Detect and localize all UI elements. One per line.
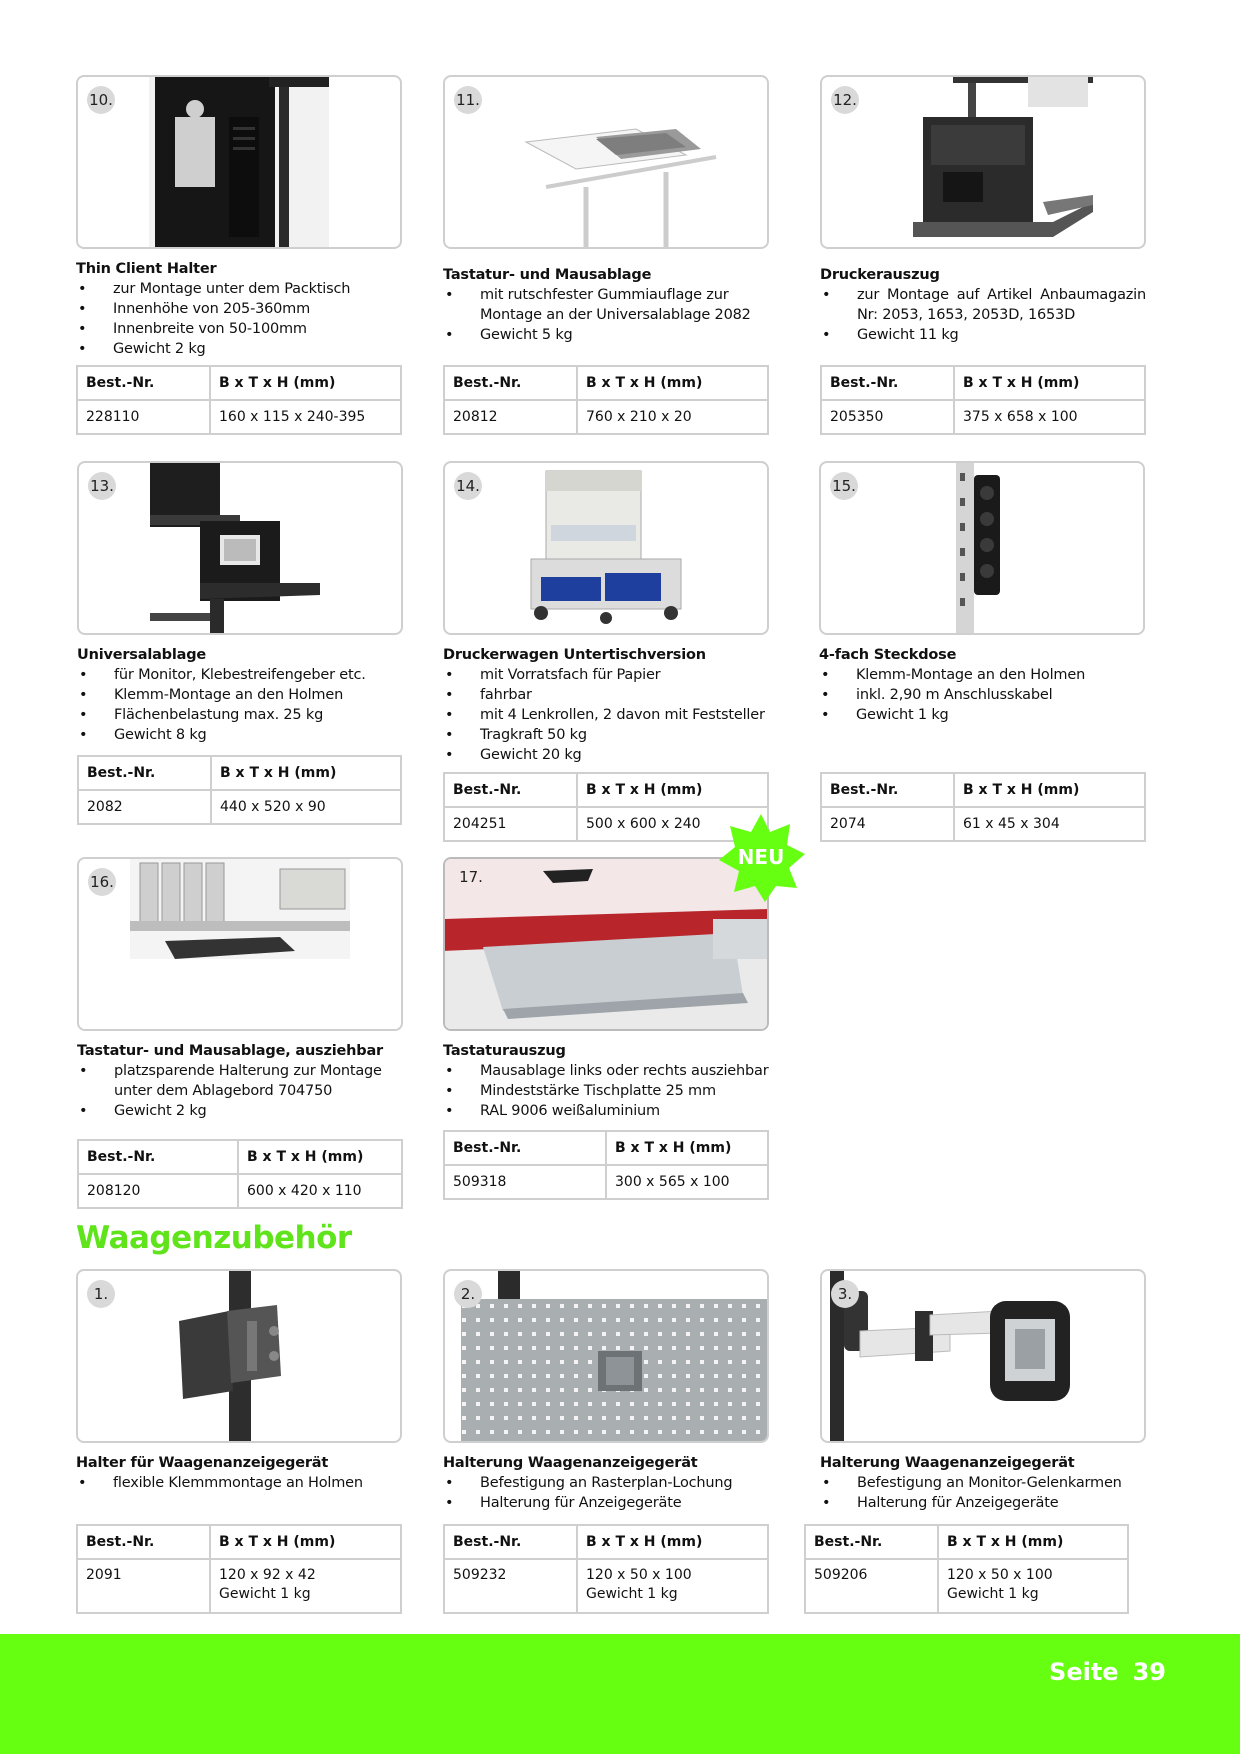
order-number: 20812 bbox=[444, 400, 577, 434]
product-image-frame bbox=[76, 1269, 402, 1443]
keyboard-tray-image bbox=[486, 77, 726, 249]
dimensions-value: 120 x 50 x 100 bbox=[586, 1567, 692, 1583]
feature-list bbox=[443, 1061, 769, 1121]
spec-table-1 bbox=[76, 1524, 402, 1614]
col-header-order-number: Best.-Nr. bbox=[821, 366, 954, 400]
order-number: 509206 bbox=[805, 1559, 938, 1613]
feature-item: • Tragkraft 50 kg bbox=[443, 725, 769, 745]
col-header-dimensions: B x T x H (mm) bbox=[238, 1140, 402, 1174]
feature-item: • Mausablage links oder rechts ausziehbar bbox=[443, 1061, 769, 1081]
feature-item: • Innenbreite von 50-100mm bbox=[76, 319, 402, 339]
feature-item: • Halterung für Anzeigegeräte bbox=[820, 1493, 1146, 1513]
feature-item: • Halterung für Anzeigegeräte bbox=[443, 1493, 769, 1513]
page-value: 39 bbox=[1132, 1658, 1166, 1686]
feature-item: • Befestigung an Monitor-Gelenkarmen bbox=[820, 1473, 1146, 1493]
product-image-frame bbox=[819, 461, 1145, 635]
order-number: 228110 bbox=[77, 400, 210, 434]
product-title: Halterung Waagenanzeigegerät bbox=[443, 1455, 698, 1471]
col-header-dimensions: B x T x H (mm) bbox=[606, 1131, 768, 1165]
item-number: 14. bbox=[454, 472, 482, 500]
order-number: 509232 bbox=[444, 1559, 577, 1613]
power-strip-image bbox=[942, 463, 1022, 635]
product-card-2 bbox=[443, 1269, 769, 1513]
col-header-order-number: Best.-Nr. bbox=[78, 756, 211, 790]
dimensions: 600 x 420 x 110 bbox=[238, 1174, 402, 1208]
page-label: Seite bbox=[1049, 1658, 1119, 1686]
product-title: Druckerauszug bbox=[820, 267, 940, 283]
col-header-order-number: Best.-Nr. bbox=[821, 773, 954, 807]
col-header-dimensions: B x T x H (mm) bbox=[210, 1525, 401, 1559]
spec-table-3 bbox=[804, 1524, 1129, 1614]
perforated-panel-holder-image bbox=[443, 1271, 769, 1443]
product-card-12 bbox=[820, 75, 1146, 345]
feature-item: • Gewicht 2 kg bbox=[76, 339, 402, 359]
feature-item: • Klemm-Montage an den Holmen bbox=[77, 685, 403, 705]
feature-item: • Gewicht 11 kg bbox=[820, 325, 1146, 345]
col-header-dimensions: B x T x H (mm) bbox=[938, 1525, 1128, 1559]
order-number: 509318 bbox=[444, 1165, 606, 1199]
product-image-frame bbox=[77, 857, 403, 1031]
feature-item: • zur Montage auf Artikel Anbaumagazin Nr: 2053, 1653, 2053D, 1653D bbox=[820, 285, 1146, 325]
page-footer bbox=[0, 1634, 1240, 1754]
feature-item: • platzsparende Halterung zur Montage unter dem Ablagebord 704750 bbox=[77, 1061, 403, 1101]
dimensions: 440 x 520 x 90 bbox=[211, 790, 401, 824]
col-header-dimensions: B x T x H (mm) bbox=[954, 366, 1145, 400]
dimensions bbox=[938, 1559, 1128, 1613]
feature-item: • mit 4 Lenkrollen, 2 davon mit Feststeller bbox=[443, 705, 769, 725]
col-header-dimensions: B x T x H (mm) bbox=[577, 366, 768, 400]
feature-item: • Mindeststärke Tischplatte 25 mm bbox=[443, 1081, 769, 1101]
spec-table-17 bbox=[443, 1130, 769, 1200]
col-header-order-number: Best.-Nr. bbox=[444, 366, 577, 400]
spec-table-16 bbox=[77, 1139, 403, 1209]
pull-out-keyboard-tray-image bbox=[130, 859, 350, 1031]
col-header-dimensions: B x T x H (mm) bbox=[954, 773, 1145, 807]
product-card-13 bbox=[77, 461, 403, 745]
scale-display-holder-image bbox=[169, 1271, 309, 1443]
feature-item: • fahrbar bbox=[443, 685, 769, 705]
feature-item: • Gewicht 20 kg bbox=[443, 745, 769, 765]
feature-item: • Gewicht 8 kg bbox=[77, 725, 403, 745]
item-number: 12. bbox=[831, 86, 859, 114]
product-title: Tastatur- und Mausablage bbox=[443, 267, 652, 283]
feature-list bbox=[77, 665, 403, 745]
product-image-frame bbox=[76, 75, 402, 249]
col-header-dimensions: B x T x H (mm) bbox=[211, 756, 401, 790]
item-number: 15. bbox=[830, 472, 858, 500]
section-title: Waagenzubehör bbox=[76, 1220, 352, 1256]
product-card-14 bbox=[443, 461, 769, 765]
item-number: 10. bbox=[87, 86, 115, 114]
col-header-dimensions: B x T x H (mm) bbox=[577, 1525, 768, 1559]
item-number: 2. bbox=[454, 1280, 482, 1308]
feature-list bbox=[443, 665, 769, 765]
item-number: 11. bbox=[454, 86, 482, 114]
page-number bbox=[1049, 1658, 1166, 1686]
feature-item: • mit rutschfester Gummiauflage zur Montage an der Universalablage 2082 bbox=[443, 285, 769, 325]
product-title: Halterung Waagenanzeigegerät bbox=[820, 1455, 1075, 1471]
thin-client-holder-image bbox=[149, 77, 329, 249]
product-title: Halter für Waagenanzeigegerät bbox=[76, 1455, 329, 1471]
product-image-frame bbox=[443, 75, 769, 249]
product-image-frame bbox=[443, 461, 769, 635]
dimensions: 300 x 565 x 100 bbox=[606, 1165, 768, 1199]
spec-table-15 bbox=[820, 772, 1146, 842]
feature-list bbox=[77, 1061, 403, 1121]
dimensions bbox=[210, 1559, 401, 1613]
feature-list bbox=[76, 1473, 402, 1493]
spec-table-2 bbox=[443, 1524, 769, 1614]
dimensions bbox=[577, 1559, 768, 1613]
item-number: 16. bbox=[88, 868, 116, 896]
item-number: 17. bbox=[459, 868, 483, 886]
product-title: Thin Client Halter bbox=[76, 261, 217, 277]
col-header-order-number: Best.-Nr. bbox=[77, 366, 210, 400]
printer-drawer-image bbox=[873, 77, 1093, 249]
col-header-order-number: Best.-Nr. bbox=[444, 1131, 606, 1165]
weight-value: Gewicht 1 kg bbox=[586, 1586, 678, 1602]
universal-shelf-image bbox=[150, 463, 330, 635]
new-badge-label: NEU bbox=[737, 845, 785, 869]
col-header-dimensions: B x T x H (mm) bbox=[210, 366, 401, 400]
dimensions: 500 x 600 x 240 bbox=[577, 807, 768, 841]
feature-list bbox=[443, 285, 769, 345]
feature-item: • Klemm-Montage an den Holmen bbox=[819, 665, 1145, 685]
feature-item: • mit Vorratsfach für Papier bbox=[443, 665, 769, 685]
product-card-1 bbox=[76, 1269, 402, 1493]
feature-item: • Flächenbelastung max. 25 kg bbox=[77, 705, 403, 725]
dimensions-value: 120 x 92 x 42 bbox=[219, 1567, 316, 1583]
order-number: 2091 bbox=[77, 1559, 210, 1613]
feature-item: • RAL 9006 weißaluminium bbox=[443, 1101, 769, 1121]
feature-list bbox=[820, 285, 1146, 345]
col-header-order-number: Best.-Nr. bbox=[444, 1525, 577, 1559]
product-image-frame bbox=[77, 461, 403, 635]
printer-trolley-image bbox=[521, 463, 691, 635]
product-card-3 bbox=[820, 1269, 1146, 1513]
product-image-frame bbox=[820, 75, 1146, 249]
product-card-11 bbox=[443, 75, 769, 345]
weight-value: Gewicht 1 kg bbox=[947, 1586, 1039, 1602]
feature-list bbox=[443, 1473, 769, 1513]
feature-item: • zur Montage unter dem Packtisch bbox=[76, 279, 402, 299]
feature-list bbox=[820, 1473, 1146, 1513]
col-header-order-number: Best.-Nr. bbox=[444, 773, 577, 807]
spec-table-11 bbox=[443, 365, 769, 435]
product-title: Druckerwagen Untertischversion bbox=[443, 647, 706, 663]
weight-value: Gewicht 1 kg bbox=[219, 1586, 311, 1602]
spec-table-12 bbox=[820, 365, 1146, 435]
feature-item: • flexible Klemmmontage an Holmen bbox=[76, 1473, 402, 1493]
feature-item: • Gewicht 5 kg bbox=[443, 325, 769, 345]
feature-item: • für Monitor, Klebestreifengeber etc. bbox=[77, 665, 403, 685]
order-number: 208120 bbox=[78, 1174, 238, 1208]
dimensions: 760 x 210 x 20 bbox=[577, 400, 768, 434]
spec-table-10 bbox=[76, 365, 402, 435]
feature-item: • Gewicht 1 kg bbox=[819, 705, 1145, 725]
dimensions: 160 x 115 x 240-395 bbox=[210, 400, 401, 434]
col-header-order-number: Best.-Nr. bbox=[77, 1525, 210, 1559]
order-number: 205350 bbox=[821, 400, 954, 434]
product-title: 4-fach Steckdose bbox=[819, 647, 957, 663]
item-number: 3. bbox=[831, 1280, 859, 1308]
product-image-frame bbox=[443, 1269, 769, 1443]
item-number: 13. bbox=[88, 472, 116, 500]
new-badge bbox=[715, 812, 807, 904]
spec-table-13 bbox=[77, 755, 402, 825]
product-title: Tastaturauszug bbox=[443, 1043, 566, 1059]
feature-list bbox=[819, 665, 1145, 725]
item-number: 1. bbox=[87, 1280, 115, 1308]
product-card-16 bbox=[77, 857, 403, 1121]
dimensions: 61 x 45 x 304 bbox=[954, 807, 1145, 841]
product-card-10 bbox=[76, 75, 402, 359]
product-title: Tastatur- und Mausablage, ausziehbar bbox=[77, 1043, 383, 1059]
col-header-dimensions: B x T x H (mm) bbox=[577, 773, 768, 807]
feature-item: • Befestigung an Rasterplan-Lochung bbox=[443, 1473, 769, 1493]
order-number: 204251 bbox=[444, 807, 577, 841]
col-header-order-number: Best.-Nr. bbox=[78, 1140, 238, 1174]
feature-item: • Gewicht 2 kg bbox=[77, 1101, 403, 1121]
product-title: Universalablage bbox=[77, 647, 207, 663]
dimensions: 375 x 658 x 100 bbox=[954, 400, 1145, 434]
dimensions-value: 120 x 50 x 100 bbox=[947, 1567, 1053, 1583]
col-header-order-number: Best.-Nr. bbox=[805, 1525, 938, 1559]
order-number: 2074 bbox=[821, 807, 954, 841]
product-card-15 bbox=[819, 461, 1145, 725]
monitor-arm-holder-image bbox=[820, 1271, 1146, 1443]
product-image-frame bbox=[820, 1269, 1146, 1443]
feature-item: • inkl. 2,90 m Anschlusskabel bbox=[819, 685, 1145, 705]
feature-item: • Innenhöhe von 205-360mm bbox=[76, 299, 402, 319]
order-number: 2082 bbox=[78, 790, 211, 824]
feature-list bbox=[76, 279, 402, 359]
